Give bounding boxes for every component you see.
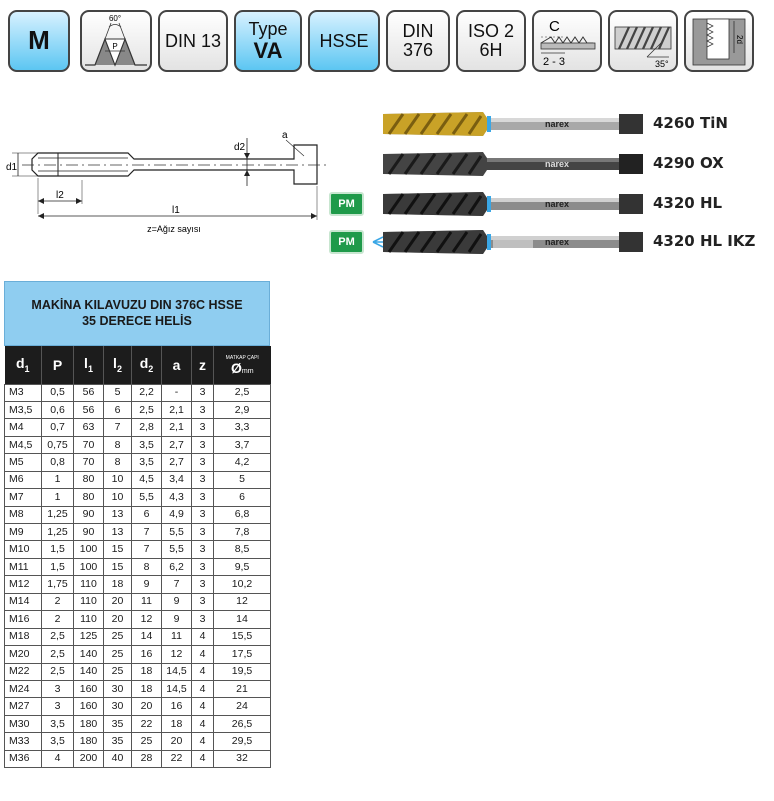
cell-z: 3 — [192, 471, 214, 488]
cell-l2: 20 — [104, 593, 132, 610]
blind-hole-icon — [687, 13, 751, 69]
brand-text: narex — [545, 119, 570, 129]
cell-l2: 25 — [104, 628, 132, 645]
col-header-drill — [214, 346, 271, 384]
hsse-badge — [308, 10, 380, 72]
cell-z: 3 — [192, 611, 214, 628]
cell-a: 2,7 — [162, 436, 192, 453]
iso-line1: ISO 2 — [467, 21, 515, 42]
cell-drill: 2,9 — [214, 401, 271, 418]
cell-pitch: 3 — [42, 680, 74, 697]
cell-z: 4 — [192, 698, 214, 715]
cell-d2: 25 — [132, 733, 162, 750]
cell-l1: 90 — [74, 524, 104, 541]
cell-drill: 3,3 — [214, 419, 271, 436]
chamfer-range: 2 - 3 — [543, 56, 566, 68]
cell-a: 18 — [162, 715, 192, 732]
iso-line2: 6H — [479, 40, 503, 60]
cell-size: M3 — [5, 384, 42, 401]
cell-l2: 8 — [104, 436, 132, 453]
cell-pitch: 2,5 — [42, 646, 74, 663]
cell-drill: 9,5 — [214, 558, 271, 575]
tap-drawing-svg — [4, 118, 334, 243]
material-label: M — [28, 25, 50, 56]
cell-a: 2,7 — [162, 454, 192, 471]
cell-d2: 18 — [132, 663, 162, 680]
tap-hl-ikz-image — [383, 226, 645, 258]
cell-size: M9 — [5, 524, 42, 541]
tap-dimension-drawing — [4, 118, 334, 243]
spec-table — [4, 346, 271, 768]
cell-l1: 90 — [74, 506, 104, 523]
table-row — [5, 593, 271, 610]
cell-pitch: 0,5 — [42, 384, 74, 401]
tap-ox-image — [383, 148, 645, 180]
cell-z: 4 — [192, 628, 214, 645]
cell-a: - — [162, 384, 192, 401]
din13-label: DIN 13 — [164, 30, 222, 51]
cell-z: 3 — [192, 454, 214, 471]
drill-header-unit: mm — [241, 367, 254, 375]
cell-size: M10 — [5, 541, 42, 558]
cell-l1: 56 — [74, 384, 104, 401]
cell-d2: 12 — [132, 611, 162, 628]
cell-size: M11 — [5, 558, 42, 575]
cell-z: 4 — [192, 733, 214, 750]
cell-d2: 2,8 — [132, 419, 162, 436]
cell-l2: 40 — [104, 750, 132, 767]
cell-l2: 25 — [104, 663, 132, 680]
cell-drill: 12 — [214, 593, 271, 610]
cell-a: 9 — [162, 611, 192, 628]
cell-l1: 110 — [74, 576, 104, 593]
cell-drill: 29,5 — [214, 733, 271, 750]
table-row — [5, 611, 271, 628]
cell-l1: 180 — [74, 733, 104, 750]
cell-a: 5,5 — [162, 524, 192, 541]
cell-l1: 70 — [74, 436, 104, 453]
cell-d2: 3,5 — [132, 436, 162, 453]
din13-badge — [158, 10, 228, 72]
cell-a: 4,9 — [162, 506, 192, 523]
cell-a: 22 — [162, 750, 192, 767]
cell-a: 3,4 — [162, 471, 192, 488]
brand-text: narex — [545, 237, 570, 247]
table-row — [5, 401, 271, 418]
cell-z: 3 — [192, 384, 214, 401]
pm-label: PM — [338, 198, 355, 210]
cell-drill: 5 — [214, 471, 271, 488]
cell-d2: 7 — [132, 541, 162, 558]
chamfer-letter: C — [549, 18, 560, 35]
cell-z: 4 — [192, 750, 214, 767]
cell-pitch: 2 — [42, 593, 74, 610]
table-row — [5, 733, 271, 750]
cell-l1: 63 — [74, 419, 104, 436]
cell-a: 11 — [162, 628, 192, 645]
table-header-row — [5, 346, 271, 384]
cell-d2: 28 — [132, 750, 162, 767]
col-header-z: z — [192, 346, 214, 384]
cell-pitch: 1,5 — [42, 541, 74, 558]
cell-l1: 140 — [74, 663, 104, 680]
cell-l2: 25 — [104, 646, 132, 663]
cell-size: M5 — [5, 454, 42, 471]
cell-a: 6,2 — [162, 558, 192, 575]
cell-a: 5,5 — [162, 541, 192, 558]
col-header-l2: $l_2$ — [104, 346, 132, 384]
cell-drill: 14 — [214, 611, 271, 628]
cell-pitch: 3 — [42, 698, 74, 715]
brand-logo — [545, 118, 585, 130]
cell-d2: 5,5 — [132, 489, 162, 506]
table-title-line1: MAKİNA KILAVUZU DIN 376C HSSE — [31, 298, 243, 312]
cell-drill: 8,5 — [214, 541, 271, 558]
table-row — [5, 436, 271, 453]
pm-badge — [329, 192, 364, 216]
cell-size: M16 — [5, 611, 42, 628]
cell-pitch: 1 — [42, 471, 74, 488]
cell-d2: 11 — [132, 593, 162, 610]
iso-tolerance-badge — [456, 10, 526, 72]
cell-pitch: 3,5 — [42, 733, 74, 750]
cell-d2: 2,5 — [132, 401, 162, 418]
tap-hl-image — [383, 188, 645, 220]
cell-size: M4,5 — [5, 436, 42, 453]
cell-pitch: 3,5 — [42, 715, 74, 732]
table-row — [5, 489, 271, 506]
cell-l2: 35 — [104, 715, 132, 732]
din376-line2: 376 — [402, 40, 434, 60]
tap-spec-table — [4, 281, 270, 768]
cell-d2: 20 — [132, 698, 162, 715]
cell-drill: 6,8 — [214, 506, 271, 523]
cell-a: 20 — [162, 733, 192, 750]
cell-d2: 2,2 — [132, 384, 162, 401]
cell-l1: 100 — [74, 558, 104, 575]
diameter-icon: Ø — [230, 359, 242, 376]
cell-drill: 24 — [214, 698, 271, 715]
d1-label: d1 — [6, 162, 18, 173]
table-row — [5, 628, 271, 645]
table-title — [4, 281, 270, 346]
cell-size: M4 — [5, 419, 42, 436]
cell-pitch: 2,5 — [42, 663, 74, 680]
cell-l2: 13 — [104, 524, 132, 541]
cell-d2: 6 — [132, 506, 162, 523]
table-row — [5, 471, 271, 488]
type-value: VA — [253, 37, 283, 63]
cell-l2: 10 — [104, 471, 132, 488]
type-badge — [234, 10, 302, 72]
product-label: 4320 HL IKZ — [653, 232, 756, 250]
table-row — [5, 558, 271, 575]
table-row — [5, 715, 271, 732]
table-row — [5, 524, 271, 541]
cell-d2: 14 — [132, 628, 162, 645]
din376-line1: DIN — [402, 21, 434, 42]
cell-pitch: 1 — [42, 489, 74, 506]
cell-z: 3 — [192, 436, 214, 453]
brand-text: narex — [545, 159, 570, 169]
cell-pitch: 0,8 — [42, 454, 74, 471]
table-row — [5, 646, 271, 663]
cell-l2: 35 — [104, 733, 132, 750]
cell-d2: 8 — [132, 558, 162, 575]
cell-pitch: 1,5 — [42, 558, 74, 575]
col-header-p: P — [42, 346, 74, 384]
helix-badge — [608, 10, 678, 72]
cell-l1: 160 — [74, 680, 104, 697]
cell-z: 3 — [192, 489, 214, 506]
angle-label: 60° — [108, 14, 122, 23]
cell-pitch: 1,25 — [42, 524, 74, 541]
cell-a: 4,3 — [162, 489, 192, 506]
chamfer-badge — [532, 10, 602, 72]
cell-size: M22 — [5, 663, 42, 680]
table-row — [5, 698, 271, 715]
cell-pitch: 0,75 — [42, 436, 74, 453]
cell-z: 4 — [192, 646, 214, 663]
col-header-d2: $d_2$ — [132, 346, 162, 384]
cell-z: 4 — [192, 663, 214, 680]
cell-a: 9 — [162, 593, 192, 610]
cell-z: 3 — [192, 576, 214, 593]
cell-drill: 7,8 — [214, 524, 271, 541]
cell-size: M33 — [5, 733, 42, 750]
cell-size: M6 — [5, 471, 42, 488]
table-row — [5, 750, 271, 767]
cell-size: M36 — [5, 750, 42, 767]
cell-drill: 26,5 — [214, 715, 271, 732]
thread-profile-icon — [83, 13, 149, 69]
cell-a: 7 — [162, 576, 192, 593]
cell-l2: 30 — [104, 680, 132, 697]
thread-profile-badge — [80, 10, 152, 72]
table-body — [5, 384, 271, 768]
product-variants — [325, 100, 770, 260]
pm-label: PM — [338, 236, 355, 248]
cell-z: 3 — [192, 506, 214, 523]
cell-l2: 6 — [104, 401, 132, 418]
cell-l2: 8 — [104, 454, 132, 471]
cell-l1: 80 — [74, 471, 104, 488]
cell-d2: 3,5 — [132, 454, 162, 471]
cell-drill: 3,7 — [214, 436, 271, 453]
cell-a: 16 — [162, 698, 192, 715]
type-label: Type — [248, 19, 288, 39]
a-label: a — [282, 130, 288, 141]
col-header-a: a — [162, 346, 192, 384]
table-title-line2: 35 DERECE HELİS — [82, 314, 192, 328]
cell-l2: 15 — [104, 558, 132, 575]
brand-logo — [545, 236, 585, 248]
d2-label: d2 — [234, 142, 246, 153]
depth-label: 2d — [735, 35, 744, 44]
spiral-flute-icon — [611, 13, 675, 69]
cell-pitch: 2,5 — [42, 628, 74, 645]
col-header-l1: $l_1$ — [74, 346, 104, 384]
brand-logo — [545, 198, 585, 210]
cell-l1: 56 — [74, 401, 104, 418]
spec-badge-row — [8, 10, 768, 72]
cell-l1: 140 — [74, 646, 104, 663]
cell-d2: 7 — [132, 524, 162, 541]
cell-l2: 10 — [104, 489, 132, 506]
pm-badge — [329, 230, 364, 254]
cell-z: 3 — [192, 593, 214, 610]
cell-size: M30 — [5, 715, 42, 732]
cell-l2: 15 — [104, 541, 132, 558]
table-row — [5, 454, 271, 471]
cell-pitch: 1,25 — [42, 506, 74, 523]
l1-label: l1 — [172, 205, 180, 216]
product-label: 4290 OX — [653, 154, 724, 172]
cell-d2: 18 — [132, 680, 162, 697]
cell-drill: 15,5 — [214, 628, 271, 645]
product-label: 4260 TiN — [653, 114, 728, 132]
table-row — [5, 506, 271, 523]
cell-drill: 17,5 — [214, 646, 271, 663]
cell-l2: 5 — [104, 384, 132, 401]
flutes-note: z=Ağız sayısı — [147, 224, 201, 234]
cell-size: M18 — [5, 628, 42, 645]
cell-size: M20 — [5, 646, 42, 663]
cell-z: 3 — [192, 558, 214, 575]
cell-drill: 6 — [214, 489, 271, 506]
cell-size: M27 — [5, 698, 42, 715]
cell-l1: 180 — [74, 715, 104, 732]
brand-text: narex — [545, 199, 570, 209]
cell-l1: 100 — [74, 541, 104, 558]
brand-logo — [545, 158, 585, 170]
din376-badge — [386, 10, 450, 72]
cell-z: 3 — [192, 419, 214, 436]
cell-l2: 20 — [104, 611, 132, 628]
table-row — [5, 663, 271, 680]
chamfer-icon — [535, 13, 599, 69]
cell-a: 12 — [162, 646, 192, 663]
cell-drill: 4,2 — [214, 454, 271, 471]
pitch-label: P — [112, 42, 118, 51]
cell-l2: 7 — [104, 419, 132, 436]
blind-hole-badge — [684, 10, 754, 72]
table-row — [5, 541, 271, 558]
cell-l1: 110 — [74, 611, 104, 628]
cell-drill: 19,5 — [214, 663, 271, 680]
cell-drill: 32 — [214, 750, 271, 767]
cell-z: 3 — [192, 524, 214, 541]
product-row-4320-hl — [325, 186, 770, 222]
tap-tin-image — [383, 108, 645, 140]
cell-a: 2,1 — [162, 419, 192, 436]
col-header-d1: $d_1$ — [5, 346, 42, 384]
cell-a: 2,1 — [162, 401, 192, 418]
cell-l1: 125 — [74, 628, 104, 645]
product-row-4260 — [325, 106, 770, 142]
l2-label: l2 — [56, 190, 64, 201]
cell-size: M14 — [5, 593, 42, 610]
cell-drill: 21 — [214, 680, 271, 697]
product-label: 4320 HL — [653, 194, 723, 212]
cell-l2: 30 — [104, 698, 132, 715]
cell-l1: 200 — [74, 750, 104, 767]
cell-l1: 80 — [74, 489, 104, 506]
cell-z: 3 — [192, 541, 214, 558]
product-row-4290 — [325, 146, 770, 182]
table-row — [5, 576, 271, 593]
cell-pitch: 2 — [42, 611, 74, 628]
cell-a: 14,5 — [162, 663, 192, 680]
cell-pitch: 4 — [42, 750, 74, 767]
drill-header-top: MATKAP ÇAPI — [225, 354, 259, 361]
cell-d2: 9 — [132, 576, 162, 593]
cell-l2: 13 — [104, 506, 132, 523]
cell-a: 14,5 — [162, 680, 192, 697]
cell-size: M8 — [5, 506, 42, 523]
cell-l2: 18 — [104, 576, 132, 593]
cell-drill: 10,2 — [214, 576, 271, 593]
cell-size: M24 — [5, 680, 42, 697]
product-row-4320-hl-ikz — [325, 224, 770, 260]
cell-z: 4 — [192, 680, 214, 697]
cell-pitch: 0,6 — [42, 401, 74, 418]
cell-l1: 70 — [74, 454, 104, 471]
table-row — [5, 384, 271, 401]
material-badge — [8, 10, 70, 72]
cell-z: 3 — [192, 401, 214, 418]
table-row — [5, 680, 271, 697]
table-row — [5, 419, 271, 436]
helix-angle-label: 35° — [655, 59, 669, 69]
cell-size: M12 — [5, 576, 42, 593]
cell-drill: 2,5 — [214, 384, 271, 401]
cell-pitch: 0,7 — [42, 419, 74, 436]
cell-size: M3,5 — [5, 401, 42, 418]
cell-pitch: 1,75 — [42, 576, 74, 593]
hsse-label: HSSE — [319, 30, 369, 51]
cell-l1: 160 — [74, 698, 104, 715]
cell-z: 4 — [192, 715, 214, 732]
cell-d2: 16 — [132, 646, 162, 663]
cell-l1: 110 — [74, 593, 104, 610]
cell-size: M7 — [5, 489, 42, 506]
cell-d2: 22 — [132, 715, 162, 732]
cell-d2: 4,5 — [132, 471, 162, 488]
